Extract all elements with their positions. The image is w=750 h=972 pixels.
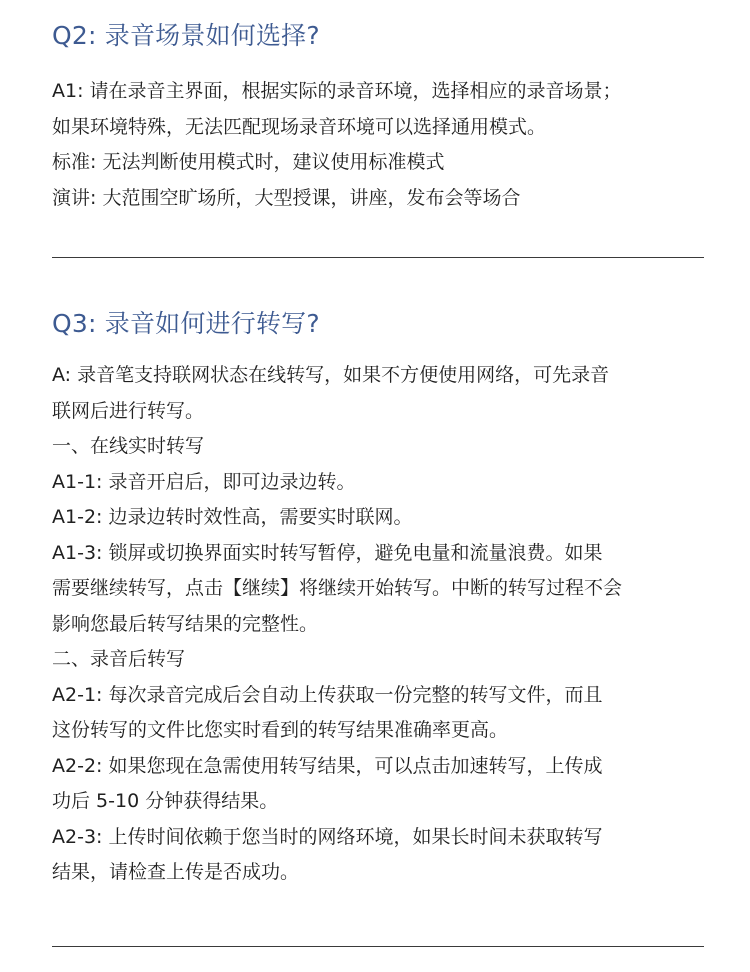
answer-line: A2-3: 上传时间依赖于您当时的网络环境，如果长时间未获取转写 [52, 825, 603, 848]
answer-line: A1: 请在录音主界面，根据实际的录音环境，选择相应的录音场景； [52, 80, 622, 102]
answer-line: 标准: 无法判断使用模式时，建议使用标准模式 [52, 151, 445, 173]
answer-line: A2-2: 如果您现在急需使用转写结果，可以点击加速转写，上传成 [52, 754, 603, 777]
answer-line: 结果，请检查上传是否成功。 [52, 861, 300, 883]
answer-line: A1-3: 锁屏或切换界面实时转写暂停，避免电量和流量浪费。如果 [52, 541, 603, 564]
answer-line: 这份转写的文件比您实时看到的转写结果准确率更高。 [52, 719, 509, 741]
faq-section-q2 [52, 18, 704, 216]
answer-line: A2-1: 每次录音完成后会自动上传获取一份完整的转写文件，而且 [52, 683, 603, 706]
answer-line: A1-1: 录音开启后，即可边录边转。 [52, 470, 356, 493]
answer-block [52, 358, 704, 891]
answer-line: 需要继续转写，点击【继续】将继续开始转写。中断的转写过程不会 [52, 577, 623, 599]
section-divider [52, 946, 704, 947]
answer-block [52, 74, 704, 216]
question-heading: Q3: 录音如何进行转写? [52, 309, 320, 338]
section-divider [52, 257, 704, 258]
answer-line: 联网后进行转写。 [52, 399, 205, 422]
answer-line: A: 录音笔支持联网状态在线转写，如果不方便使用网络，可先录音 [52, 364, 610, 386]
answer-line: 影响您最后转写结果的完整性。 [52, 612, 319, 635]
question-heading: Q2: 录音场景如何选择? [52, 21, 320, 50]
subheading-online-transcription: 一、在线实时转写 [52, 435, 205, 457]
faq-section-q3 [52, 306, 704, 891]
answer-line: 演讲: 大范围空旷场所，大型授课，讲座，发布会等场合 [52, 186, 521, 209]
subheading-post-recording-transcription: 二、录音后转写 [52, 648, 186, 670]
answer-line: 功后 5-10 分钟获得结果。 [52, 790, 279, 812]
answer-line: 如果环境特殊，无法匹配现场录音环境可以选择通用模式。 [52, 115, 547, 138]
answer-line: A1-2: 边录边转时效性高，需要实时联网。 [52, 506, 413, 528]
